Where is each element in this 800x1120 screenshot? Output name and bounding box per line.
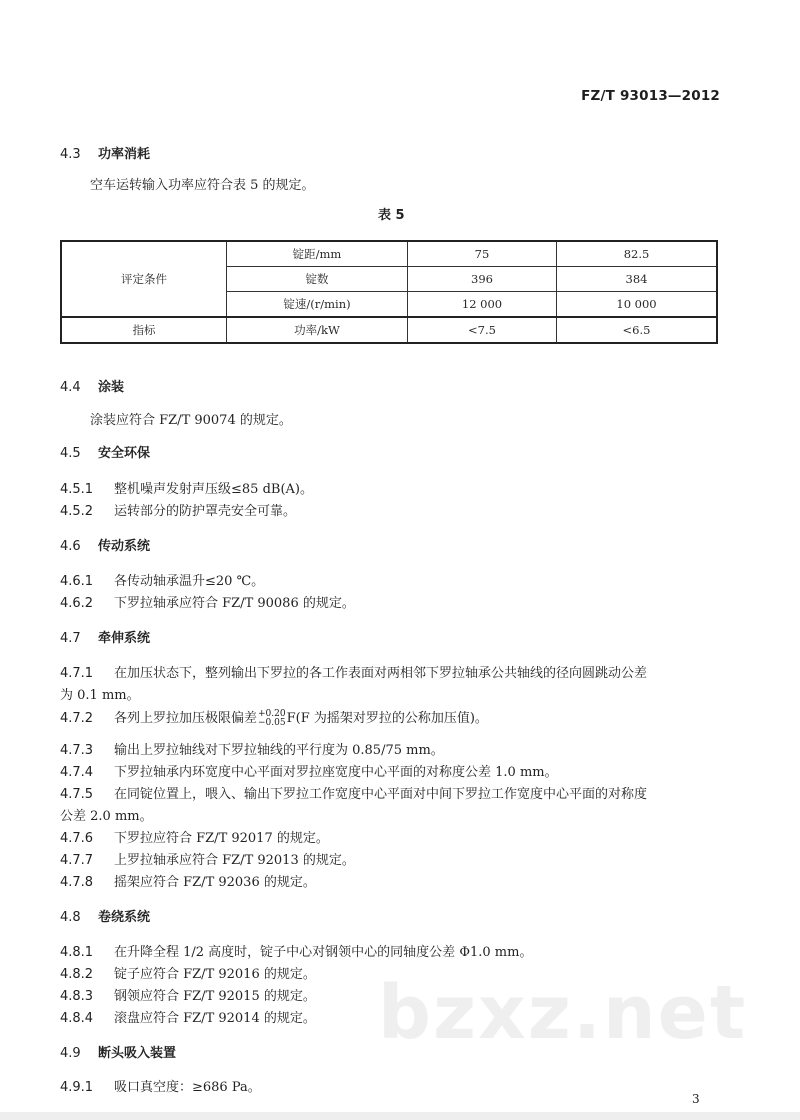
section-heading-4-4: 4.4 涂装 xyxy=(60,380,125,395)
watermark: bzxz.net xyxy=(378,970,748,1056)
clause-4-5-2: 4.5.2 运转部分的防护罩壳安全可靠。 xyxy=(60,504,297,519)
table-cell-value: 82.5 xyxy=(557,241,718,267)
clause-4-7-7: 4.7.7 上罗拉轴承应符合 FZ/T 92013 的规定。 xyxy=(60,853,355,868)
clause-4-8-4: 4.8.4 滚盘应符合 FZ/T 92014 的规定。 xyxy=(60,1011,316,1026)
clause-4-9-1: 4.9.1 吸口真空度：≥686 Pa。 xyxy=(60,1080,261,1095)
clause-4-7-1-continuation: 为 0.1 mm。 xyxy=(60,688,140,703)
clause-4-7-5: 4.7.5 在同锭位置上，喂入、输出下罗拉工作宽度中心平面对中间下罗拉工作宽度中心平面的对称度 xyxy=(60,787,648,802)
section-heading-4-9: 4.9 断头吸入装置 xyxy=(60,1046,177,1061)
standard-code: FZ/T 93013—2012 xyxy=(581,88,720,104)
tolerance-fraction: +0.20 −0.05 xyxy=(258,708,286,728)
table-cell-value: <7.5 xyxy=(408,317,557,343)
table-row xyxy=(61,317,717,343)
table-cell-value: 10 000 xyxy=(557,292,718,318)
table-cell-param: 锭距/mm xyxy=(227,241,408,267)
table-cell-group: 评定条件 xyxy=(61,241,227,317)
table-cell-param: 锭速/(r/min) xyxy=(227,292,408,318)
table-cell-value: 75 xyxy=(408,241,557,267)
clause-4-8-2: 4.8.2 锭子应符合 FZ/T 92016 的规定。 xyxy=(60,967,316,982)
table-cell-value: <6.5 xyxy=(557,317,718,343)
section-heading-4-7: 4.7 牵伸系统 xyxy=(60,631,151,646)
table-row xyxy=(61,241,717,267)
section-heading-4-5: 4.5 安全环保 xyxy=(60,446,151,461)
section-heading-4-6: 4.6 传动系统 xyxy=(60,539,151,554)
clause-4-7-1: 4.7.1 在加压状态下，整列输出下罗拉的各工作表面对两相邻下罗拉轴承公共轴线的径向圆跳动公差 xyxy=(60,666,648,681)
table-5 xyxy=(60,240,718,344)
clause-4-8-1: 4.8.1 在升降全程 1/2 高度时，锭子中心对钢领中心的同轴度公差 Φ1.0 mm。 xyxy=(60,945,533,960)
clause-4-8-3: 4.8.3 钢领应符合 FZ/T 92015 的规定。 xyxy=(60,989,316,1004)
clause-4-7-3: 4.7.3 输出上罗拉轴线对下罗拉轴线的平行度为 0.85/75 mm。 xyxy=(60,743,444,758)
table-cell-param: 功率/kW xyxy=(227,317,408,343)
table-cell-value: 384 xyxy=(557,267,718,292)
table-cell-param: 锭数 xyxy=(227,267,408,292)
clause-4-6-2: 4.6.2 下罗拉轴承应符合 FZ/T 90086 的规定。 xyxy=(60,596,355,611)
clause-4-7-8: 4.7.8 摇架应符合 FZ/T 92036 的规定。 xyxy=(60,875,316,890)
clause-4-7-4: 4.7.4 下罗拉轴承内环宽度中心平面对罗拉座宽度中心平面的对称度公差 1.0 mm。 xyxy=(60,765,558,780)
clause-4-5-1: 4.5.1 整机噪声发射声压级≤85 dB(A)。 xyxy=(60,482,313,497)
section-body-4-3: 空车运转输入功率应符合表 5 的规定。 xyxy=(90,178,315,193)
table-cell-value: 12 000 xyxy=(408,292,557,318)
section-heading-4-8: 4.8 卷绕系统 xyxy=(60,910,151,925)
section-heading-4-3: 4.3 功率消耗 xyxy=(60,147,151,162)
table-cell-group: 指标 xyxy=(61,317,227,343)
table-cell-value: 396 xyxy=(408,267,557,292)
clause-4-6-1: 4.6.1 各传动轴承温升≤20 ℃。 xyxy=(60,574,265,589)
table-caption: 表 5 xyxy=(378,208,405,223)
clause-4-7-5-continuation: 公差 2.0 mm。 xyxy=(60,809,153,824)
clause-4-7-2: 4.7.2 各列上罗拉加压极限偏差 +0.20 −0.05 F(F 为摇架对罗拉的公称加压值)。 xyxy=(60,708,488,728)
section-body-4-4: 涂装应符合 FZ/T 90074 的规定。 xyxy=(90,413,292,428)
clause-4-7-6: 4.7.6 下罗拉应符合 FZ/T 92017 的规定。 xyxy=(60,831,329,846)
page-number: 3 xyxy=(692,1092,700,1106)
